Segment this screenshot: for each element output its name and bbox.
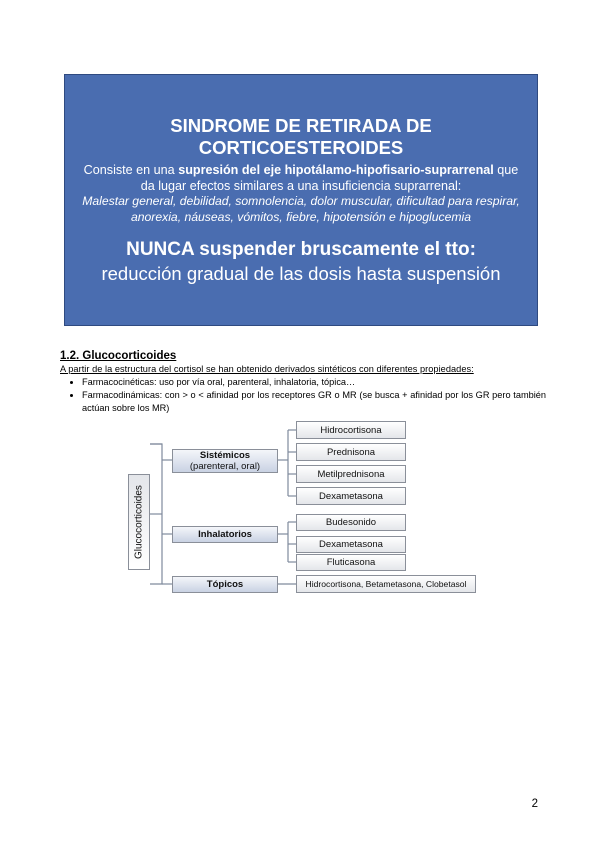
glucocorticoids-section <box>60 350 546 415</box>
banner-title: SINDROME DE RETIRADA DE CORTICOESTEROIDES <box>170 115 432 158</box>
page-number: 2 <box>531 798 538 810</box>
list-item: • Farmacocinéticas: uso por vía oral, parenteral, inhalatoria, tópica… <box>82 376 546 389</box>
withdrawal-syndrome-banner <box>64 74 538 326</box>
bullet-list <box>60 376 546 415</box>
drug-hidrocortisona: Hidrocortisona <box>296 421 406 439</box>
drug-topicos-list: Hidrocortisona, Betametasona, Clobetasol <box>296 575 476 593</box>
section-intro: A partir de la estructura del cortisol se han obtenido derivados sintéticos con diferentes propiedades: <box>60 364 474 374</box>
category-inhalatorios: Inhalatorios <box>172 526 278 543</box>
banner-description: Consiste en una supresión del eje hipotálamo-hipofisario-suprarrenal que da lugar efectos similares a una insuficiencia suprarrenal: <box>83 163 519 193</box>
drug-prednisona: Prednisona <box>296 443 406 461</box>
list-item: • Farmacodinámicas: con > o < afinidad por los receptores GR o MR (se busca + afinidad por los GR pero también actúan sobre los MR) <box>82 389 546 415</box>
drug-budesonido: Budesonido <box>296 514 406 531</box>
drug-dexametasona-inhalada: Dexametasona <box>296 536 406 553</box>
glucocorticoid-classification-diagram <box>120 418 494 606</box>
banner-symptoms: Malestar general, debilidad, somnolencia, dolor muscular, dificultad para respirar, anorexia, náuseas, vómitos, fiebre, hipotensión e hipoglucemia <box>82 194 520 224</box>
diagram-root-node: Glucocorticoides <box>128 474 150 570</box>
banner-warning: NUNCA suspender bruscamente el tto: <box>126 239 476 260</box>
banner-warning-detail: reducción gradual de las dosis hasta suspensión <box>101 263 501 284</box>
category-topicos: Tópicos <box>172 576 278 593</box>
drug-metilprednisona: Metilprednisona <box>296 465 406 483</box>
drug-fluticasona: Fluticasona <box>296 554 406 571</box>
drug-dexametasona: Dexametasona <box>296 487 406 505</box>
section-heading: 1.2. Glucocorticoides <box>60 350 177 362</box>
category-sistemicos: Sistémicos (parenteral, oral) <box>172 449 278 473</box>
